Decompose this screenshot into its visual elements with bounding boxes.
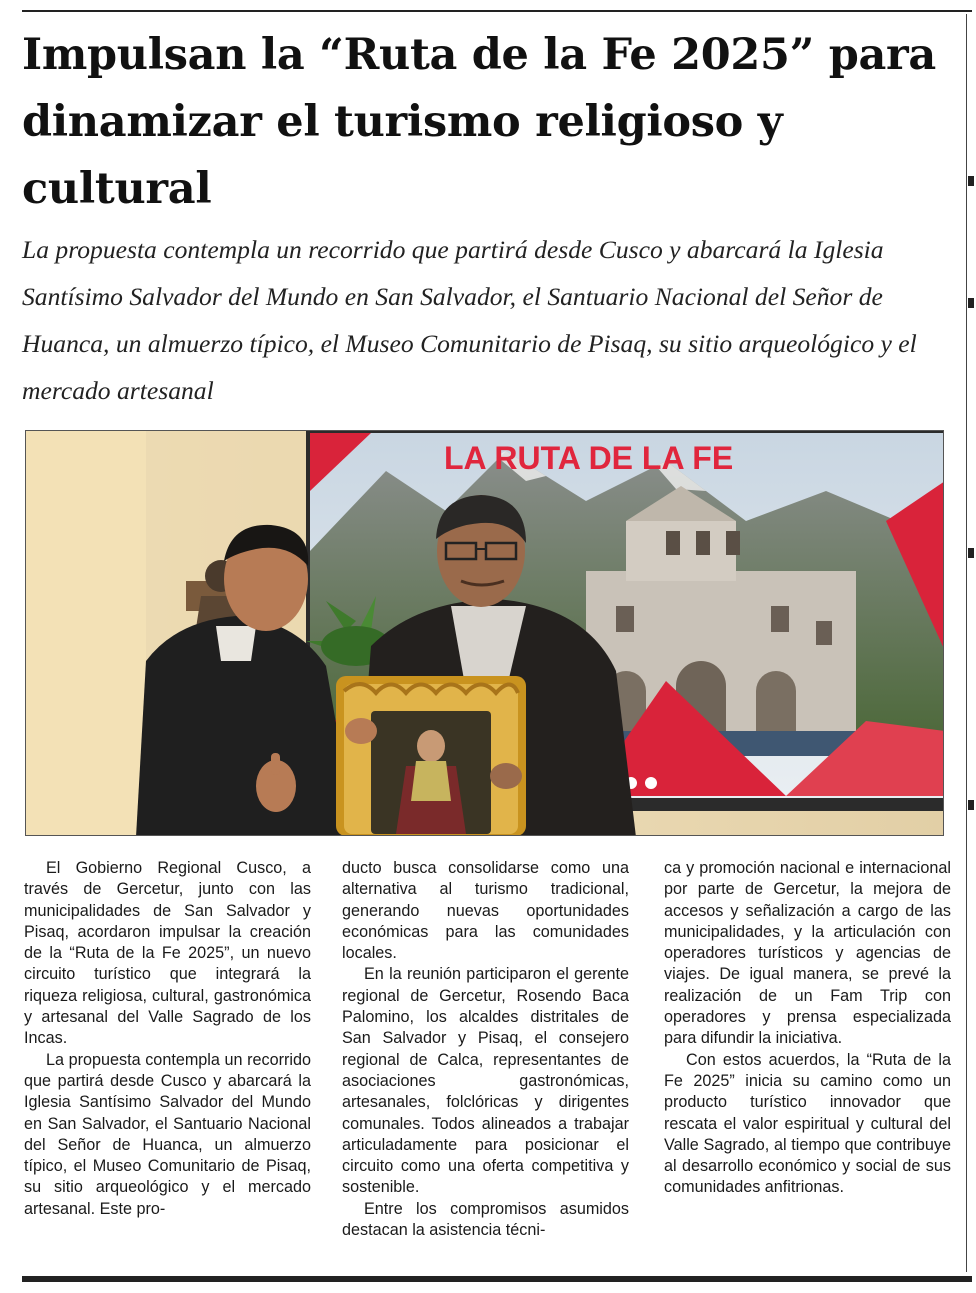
body-paragraph: El Gobierno Regional Cusco, a través de Gercetur, junto con las municipalidades de San Salvador y Pisaq, acordaron impulsar la creación de la “Ruta de la Fe 2025”, un nuevo circuito turístico que integrará la riqueza religiosa, cultural, gastronómica y artesanal del Valle Sagrado de los Incas. — [24, 859, 311, 1048]
bottom-rule — [22, 1276, 972, 1282]
screen-title: LA RUTA DE LA FE — [444, 440, 734, 476]
top-rule — [22, 10, 972, 12]
body-paragraph: La propuesta contempla un recorrido que partirá desde Cusco y abarcará la Iglesia Santísimo Salvador del Mundo en San Salvador, el Santuario Nacional del Señor de Huanca, un almuerzo típico, el Museo Comunitario de Pisaq, su sitio arqueológico y el mercado artesanal. Este pro- — [24, 1050, 311, 1218]
body-paragraph: En la reunión participaron el gerente regional de Gercetur, Rosendo Baca Palomino, los alcaldes distritales de San Salvador y Pisaq, el consejero regional de Calca, representantes de asociaciones gastronómicas, artesanales, folclóricas y dirigentes comunales. Todos alineados a trabajar articuladamente para posicionar el circuito como una oferta competitiva y sostenible. — [342, 965, 629, 1197]
body-paragraph: ducto busca consolidarse como una alternativa al turismo tradicional, generando nuevas oportunidades económicas para las comunidades locales. — [342, 859, 629, 963]
body-paragraph: Entre los compromisos asumidos destacan la asistencia técni- — [342, 1199, 629, 1240]
article-photo — [25, 430, 944, 836]
body-column-3 — [664, 858, 951, 1270]
article-headline: Impulsan la “Ruta de la Fe 2025” para dinamizar el turismo religioso y cultural — [22, 30, 936, 214]
gold-frame-painting — [336, 676, 526, 836]
social-icon — [644, 776, 658, 790]
adjacent-page-mark — [968, 298, 974, 308]
adjacent-page-mark — [968, 800, 974, 810]
article-deck: La propuesta contempla un recorrido que partirá desde Cusco y abarcará la Iglesia Santísimo Salvador del Mundo en San Salvador, el Santuario Nacional del Señor de Huanca, un almuerzo típico, el Museo Comunitario de Pisaq, su sitio arqueológico y el mercado artesanal — [22, 235, 917, 405]
body-column-1 — [24, 858, 311, 1270]
column-divider — [966, 14, 967, 1272]
body-paragraph: ca y promoción nacional e internacional por parte de Gercetur, la mejora de accesos y señalización a cargo de las municipalidades, y la articulación con operadores turísticos y agencias de viajes. De igual manera, se prevé la realización de un Fam Trip con operadores y prensa especializada para difundir la iniciativa. — [664, 859, 951, 1048]
adjacent-page-mark — [968, 176, 974, 186]
adjacent-page-mark — [968, 548, 974, 558]
body-column-2 — [342, 858, 629, 1270]
body-paragraph: Con estos acuerdos, la “Ruta de la Fe 2025” inicia su camino como un producto turístico innovador que rescata el valor espiritual y cultural del Valle Sagrado, al tiempo que contribuye al desarrollo económico y social de sus comunidades anfitrionas. — [664, 1050, 951, 1197]
